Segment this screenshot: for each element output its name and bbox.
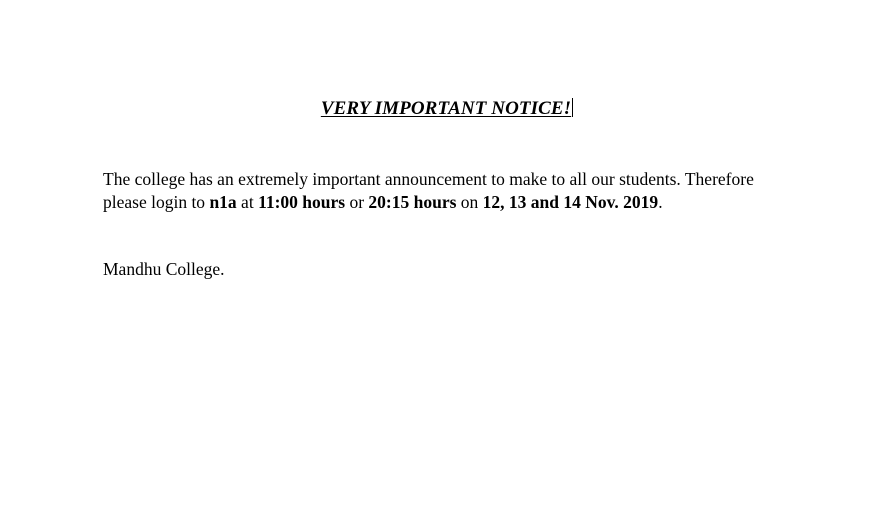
notice-paragraph	[103, 168, 767, 214]
paragraph-segment-5: .	[658, 192, 663, 212]
document-signature: Mandhu College.	[103, 259, 225, 279]
paragraph-bold-time-1: 11:00 hours	[258, 192, 346, 212]
paragraph-segment-3: or	[345, 192, 369, 212]
paragraph-bold-dates: 12, 13 and 14 Nov. 2019	[482, 192, 659, 212]
notice-heading-text: VERY IMPORTANT NOTICE!	[320, 98, 572, 119]
paragraph-segment-4: on	[456, 192, 483, 212]
text-cursor	[572, 98, 573, 117]
notice-heading	[0, 98, 894, 120]
paragraph-segment-2: at	[236, 192, 259, 212]
paragraph-segment-1: The college has an extremely important announcement to make to all our students. Therefore please login to	[103, 169, 754, 212]
paragraph-bold-portal: n1a	[209, 192, 237, 212]
paragraph-bold-time-2: 20:15 hours	[368, 192, 457, 212]
